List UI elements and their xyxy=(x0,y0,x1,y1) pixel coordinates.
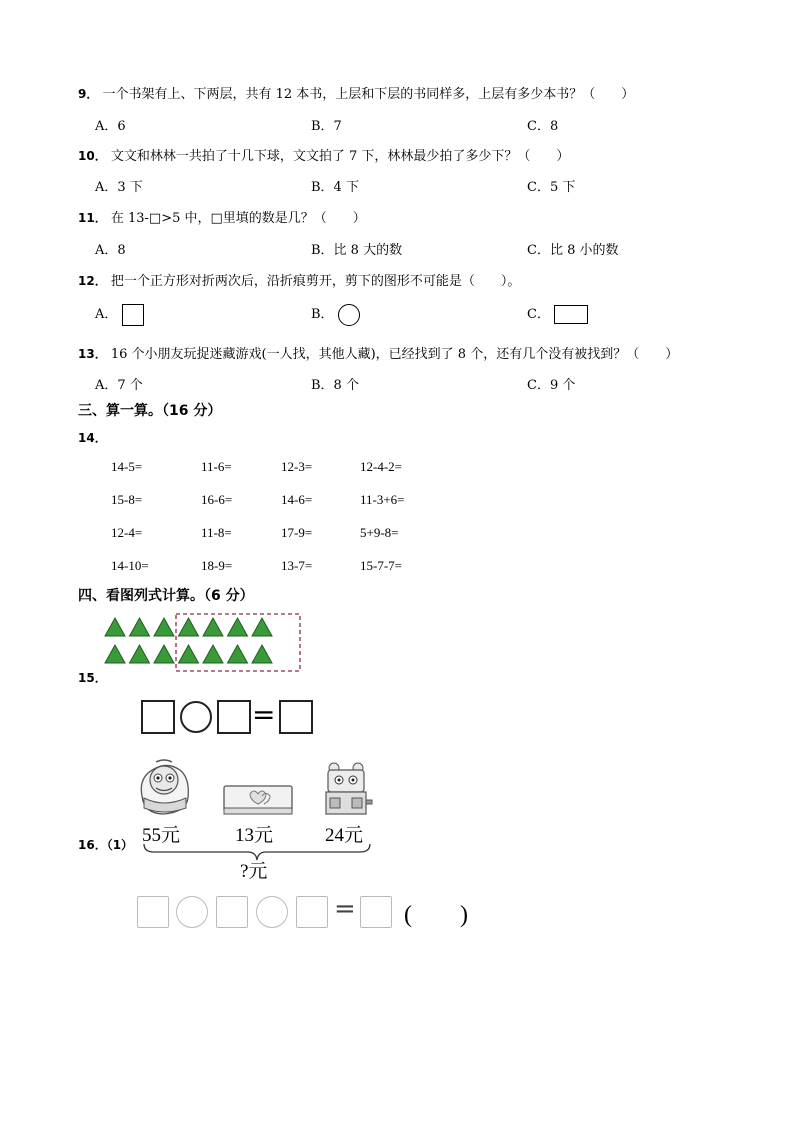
option-a[interactable]: A．6 xyxy=(95,119,126,134)
question-14-number: 14． xyxy=(78,431,107,445)
calc-expression: 13-7= xyxy=(281,558,313,573)
total-price: ?元 xyxy=(240,861,268,882)
green-triangle xyxy=(130,618,150,636)
option-a[interactable] xyxy=(95,303,144,326)
option-label: A． xyxy=(95,307,118,322)
option-label: B． xyxy=(311,307,334,322)
calc-expression: 14-10= xyxy=(111,558,149,573)
calc-expression: 11-6= xyxy=(201,459,232,474)
calc-expression: 14-5= xyxy=(111,459,143,474)
calc-expression: 12-3= xyxy=(281,459,313,474)
option-label: C． xyxy=(527,307,550,322)
pencil-case-icon xyxy=(222,782,294,818)
calc-expression: 14-6= xyxy=(281,492,313,507)
operator-circle[interactable] xyxy=(180,701,212,733)
backpack-icon xyxy=(134,758,194,818)
green-triangle xyxy=(228,618,248,636)
green-triangle xyxy=(179,645,199,663)
option-c[interactable] xyxy=(527,303,588,324)
green-triangle xyxy=(203,618,223,636)
calc-expression: 16-6= xyxy=(201,492,233,507)
green-triangle xyxy=(130,645,150,663)
question-text: 把一个正方形对折两次后，沿折痕剪开，剪下的图形不可能是（ ）。 xyxy=(110,274,521,289)
answer-box[interactable] xyxy=(279,700,313,734)
question-number: 11． xyxy=(78,211,107,225)
calc-expression: 5+9-8= xyxy=(360,525,399,540)
question-13 xyxy=(78,343,678,362)
price-pencil-case: 13元 xyxy=(235,825,274,846)
question-number: 13． xyxy=(78,347,107,361)
calc-expression: 12-4-2= xyxy=(360,459,402,474)
option-c[interactable]: C．5 下 xyxy=(527,180,576,195)
question-15-number: 15． xyxy=(78,671,107,685)
pencil-sharpener-icon xyxy=(322,760,374,818)
question-12 xyxy=(78,270,520,289)
green-triangle xyxy=(228,645,248,663)
option-b[interactable]: B．8 个 xyxy=(311,378,359,393)
green-triangle xyxy=(105,645,125,663)
option-c[interactable]: C．比 8 小的数 xyxy=(527,243,619,258)
price-backpack: 55元 xyxy=(142,825,181,846)
question-text: 文文和林林一共拍了十几下球，文文拍了 7 下，林林最少拍了多少下？（ ） xyxy=(110,149,570,164)
calc-expression: 12-4= xyxy=(111,525,143,540)
question-text: 在 13-□>5 中，□里填的数是几？（ ） xyxy=(110,211,366,226)
green-triangle xyxy=(179,618,199,636)
question-text: 16 个小朋友玩捉迷藏游戏(一人找，其他人藏)，已经找到了 8 个，还有几个没有被找到？（ ） xyxy=(110,347,679,362)
option-a[interactable]: A．7 个 xyxy=(95,378,143,393)
answer-box[interactable] xyxy=(217,700,251,734)
question-11 xyxy=(78,207,366,226)
option-b[interactable]: B．7 xyxy=(311,119,342,134)
question-16-label: 16．（1） xyxy=(78,838,134,852)
price-sharpener: 24元 xyxy=(325,825,364,846)
answer-box[interactable] xyxy=(216,896,248,928)
calc-expression: 15-8= xyxy=(111,492,143,507)
equals-sign: = xyxy=(252,698,276,731)
green-triangle xyxy=(252,645,272,663)
circle-shape xyxy=(338,304,360,326)
operator-circle[interactable] xyxy=(176,896,208,928)
option-b[interactable] xyxy=(311,303,360,326)
green-triangle xyxy=(252,618,272,636)
answer-box[interactable] xyxy=(360,896,392,928)
triangle-figure xyxy=(100,612,310,674)
calc-expression: 18-9= xyxy=(201,558,233,573)
question-number: 9． xyxy=(78,87,99,101)
operator-circle[interactable] xyxy=(256,896,288,928)
option-a[interactable]: A．8 xyxy=(95,243,126,258)
rectangle-shape xyxy=(554,305,588,324)
answer-box[interactable] xyxy=(137,896,169,928)
answer-box[interactable] xyxy=(296,896,328,928)
question-number: 12． xyxy=(78,274,107,288)
option-c[interactable]: C．8 xyxy=(527,119,559,134)
section-title: 四、看图列式计算。（6 分） xyxy=(78,588,254,604)
calc-expression: 17-9= xyxy=(281,525,313,540)
calc-expression: 15-7-7= xyxy=(360,558,402,573)
option-b[interactable]: B．4 下 xyxy=(311,180,359,195)
option-b[interactable]: B．比 8 大的数 xyxy=(311,243,403,258)
calc-expression: 11-8= xyxy=(201,525,232,540)
green-triangle xyxy=(154,645,174,663)
green-triangle xyxy=(154,618,174,636)
green-triangle xyxy=(203,645,223,663)
question-10 xyxy=(78,145,569,164)
equals-sign: = xyxy=(334,894,356,924)
section-title: 三、算一算。（16 分） xyxy=(78,403,222,419)
square-shape xyxy=(122,304,144,326)
option-c[interactable]: C．9 个 xyxy=(527,378,576,393)
calc-expression: 11-3+6= xyxy=(360,492,405,507)
question-9 xyxy=(78,83,634,102)
option-a[interactable]: A．3 下 xyxy=(95,180,143,195)
answer-box[interactable] xyxy=(141,700,175,734)
unit-parentheses[interactable]: ( ) xyxy=(404,902,468,928)
question-text: 一个书架有上、下两层，共有 12 本书，上层和下层的书同样多，上层有多少本书？（ ） xyxy=(102,87,635,102)
question-number: 10． xyxy=(78,149,107,163)
green-triangle xyxy=(105,618,125,636)
